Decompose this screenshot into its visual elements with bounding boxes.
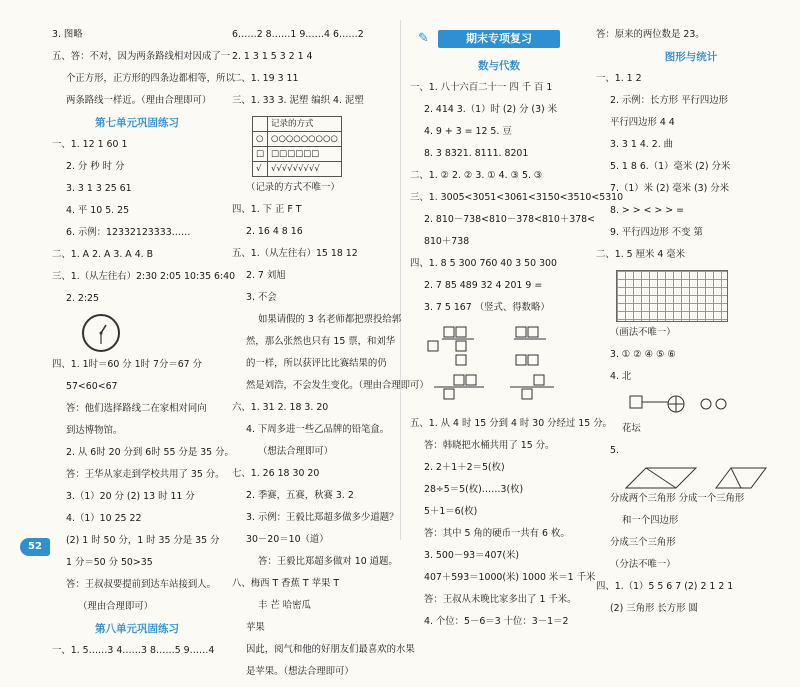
text-line: 答：他们选择路线二在家相对同向 [66, 403, 207, 414]
text-line: 810＋738 [424, 236, 470, 247]
text-line: 二、1. ② 2. ② 3. ① 4. ③ 5. ③ [410, 170, 543, 181]
row-marks: ○○○○○○○○○ [268, 132, 342, 147]
text-line: 4. 个位：5－6＝3 十位：3－1＝2 [424, 616, 569, 627]
text-line: 答：王华从家走到学校共用了 35 分。 [66, 469, 225, 480]
text-line: 9. 平行四边形 不变 第 [610, 227, 703, 238]
text-line: 57<60<67 [66, 381, 118, 392]
unit8-title: 第八单元巩固练习 [95, 623, 179, 635]
text-line: 因此，阅气和他的好朋友们最喜欢的水果 [246, 644, 415, 655]
text-line: （想法合理即可） [258, 446, 334, 457]
column-1 [52, 28, 236, 666]
text-line: 2. 7 刘旭 [246, 270, 286, 281]
table-header: 记录的方式 [268, 117, 342, 132]
text-line: 4. 9 + 3 = 12 5. 豆 [424, 126, 512, 137]
text-line: 花坛 [622, 423, 641, 434]
text-line: 三、1. 33 3. 泥塑 编织 4. 泥塑 [232, 95, 364, 106]
text-line: 四、1. 1时＝60 分 1时 7分＝67 分 [52, 359, 202, 370]
text-line: 五、1. 从 4 时 15 分到 4 时 30 分经过 15 分。 [410, 418, 612, 429]
text-line: 4. 下周多进一些乙品牌的铅笔盒。 [246, 424, 390, 435]
text-line: 四、1. 下 正 F T [232, 204, 302, 215]
text-line: 6. 示例：12332123333…… [66, 227, 191, 238]
text-line: 7.（1）米 (2) 毫米 (3) 分米 [610, 183, 730, 194]
text-line: 答：王叔从未晚比家多出了 1 千米。 [424, 594, 577, 605]
text-line: 3. 图略 [52, 29, 83, 40]
text-line: 平行四边形 4 4 [610, 117, 675, 128]
text-line: 答：其中 5 角的硬币一共有 6 枚。 [424, 528, 570, 539]
row-marks: □□□□□□ [268, 147, 342, 162]
text-line: 二、1. A 2. A 3. A 4. B [52, 249, 154, 260]
text-line: 三、1. 3005<3051<3061<3150<3510<5310 [410, 192, 624, 203]
text-line: 一、1. 八十六百二十一 四 千 百 1 [410, 82, 553, 93]
text-line: 3. 3 1 3 25 61 [66, 183, 132, 194]
row-icon: ○ [253, 132, 268, 147]
text-line: 四、1. 8 5 300 760 40 3 50 300 [410, 258, 557, 269]
text-line: 然，那么张然也只有 15 票，和刘华 [246, 336, 396, 347]
column-4 [596, 28, 786, 624]
row-icon: □ [253, 147, 268, 162]
text-line: 八、梅西 T 香蕉 T 苹果 T [232, 578, 340, 589]
record-table [252, 116, 342, 177]
text-line: 分成三个三角形 [610, 537, 676, 548]
text-line: 是苹果。（想法合理即可） [246, 666, 354, 677]
text-line: 4. 北 [610, 371, 632, 382]
text-line: 2. 810－738<810－378<810＋378< [424, 214, 595, 225]
division-figures [424, 323, 588, 409]
text-line: 2. 季赛，五赛，秋赛 3. 2 [246, 490, 354, 501]
text-line: 2. 2:25 [66, 293, 99, 304]
text-line: 四、1.（1）5 5 6 7 (2) 2 1 2 1 [596, 581, 734, 592]
clock-figure [82, 314, 120, 352]
row-icon: √ [253, 162, 268, 177]
text-line: 2. 从 6时 20 分到 6时 55 分是 35 分。 [66, 447, 234, 458]
text-line: 答：韩晓把水桶共用了 15 分。 [424, 440, 555, 451]
text-line: 30－20＝10（道） [246, 534, 329, 545]
text-line: （分法不唯一） [610, 559, 676, 570]
text-line: 一、1. 1 2 [596, 73, 642, 84]
text-line: 6……2 8……1 9……4 6……2 [232, 29, 364, 40]
text-line: 到达博物馆。 [66, 425, 123, 436]
text-line: 3. 7 5 167 （竖式、得数略） [424, 302, 550, 313]
text-line: 五、答：不对，因为两条路线相对因成了一 [52, 51, 231, 62]
text-line: 苹果 [246, 622, 265, 633]
text-line: 3. 不会 [246, 292, 277, 303]
text-line: 3. 示例：王毅比郑超多做多少道题？ [246, 512, 399, 523]
long-division-icon [424, 323, 574, 409]
text-line: 5. 1 8 6.（1）毫米 (2) 分米 [610, 161, 731, 172]
text-line: 分成两个三角形 分成一个三角形 [610, 493, 745, 504]
text-line: 答：王毅比郑超多做对 10 道题。 [258, 556, 398, 567]
table-row [253, 132, 342, 147]
text-line: 407＋593＝1000(米) 1000 米＝1 千米 [424, 572, 596, 583]
text-line: 3. 500－93＝407(米) [424, 550, 520, 561]
text-line: 丰 芒 哈密瓜 [258, 600, 311, 611]
shapes-figure [616, 466, 786, 492]
text-line: 3.（1）20 分 (2) 13 时 11 分 [66, 491, 195, 502]
text-line: 七、1. 26 18 30 20 [232, 468, 320, 479]
parallelogram-icon [616, 466, 776, 492]
text-line: 5＋1＝6(枚) [424, 506, 478, 517]
text-line: 8. 3 8321. 8111. 8201 [424, 148, 529, 159]
row-marks: √√√√√√√√√ [268, 162, 342, 177]
pen-icon: ✎ [418, 31, 429, 46]
text-line: 3. 3 1 4. 2. 曲 [610, 139, 674, 150]
text-line: 4. 平 10 5. 25 [66, 205, 130, 216]
text-line: 六、1. 31 2. 18 3. 20 [232, 402, 329, 413]
text-line: 4.（1）10 25 22 [66, 513, 142, 524]
text-line: 然是刘浩，不会发生变化。（理由合理即可） [246, 380, 429, 391]
unit7-title: 第七单元巩固练习 [95, 117, 179, 129]
page-number: 52 [20, 538, 50, 556]
text-line: 如果请假的 3 名老师都把票投给郭 [258, 314, 402, 325]
text-line: 个正方形，正方形的四条边都相等，所以 [66, 73, 235, 84]
flower-bed-icon [626, 392, 756, 422]
text-line: 一、1. 5……3 4……3 8……5 9……4 [52, 645, 215, 656]
section-title-geometry: 图形与统计 [664, 51, 718, 63]
table-header-blank [253, 117, 268, 132]
text-line: 2. 分 秒 时 分 [66, 161, 125, 172]
text-line: 两条路线一样近。（理由合理即可） [66, 95, 212, 106]
text-line: 答：王叔叔要提前到达车站接到人。 [66, 579, 217, 590]
text-line: 三、1.（从左往右）2:30 2:05 10:35 6:40 [52, 271, 236, 282]
text-line: 5. [610, 445, 619, 456]
text-line: 3. ① ② ④ ⑤ ⑥ [610, 349, 676, 360]
section-title-algebra: 数与代数 [478, 60, 520, 72]
map-figure [626, 392, 786, 422]
text-line: （画法不唯一） [610, 327, 676, 338]
text-line: 2. 414 3.（1）时 (2) 分 (3) 米 [424, 104, 558, 115]
text-line: 2. 2＋1＋2＝5(枚) [424, 462, 505, 473]
text-line: 一、1. 12 1 60 1 [52, 139, 128, 150]
text-line: 2. 1 3 1 5 3 2 1 4 [232, 51, 313, 62]
review-title: 期末专项复习 [438, 30, 560, 48]
column-2 [232, 28, 429, 687]
text-line: 2. 7 85 489 32 4 201 9 = [424, 280, 543, 291]
text-line: (2) 1 时 50 分，1 时 35 分是 35 分 [66, 535, 220, 546]
text-line: 2. 16 4 8 16 [246, 226, 303, 237]
clock-hands-icon [84, 316, 118, 350]
text-line: 8. > > < > > = [610, 205, 684, 216]
text-line: 二、1. 19 3 11 [232, 73, 299, 84]
text-line: 二、1. 5 厘米 4 毫米 [596, 249, 686, 260]
text-line: （记录的方式不唯一） [246, 182, 340, 193]
text-line: 28÷5＝5(枚)……3(枚) [424, 484, 524, 495]
grid-figure [616, 270, 728, 322]
text-line: 答：原来的两位数是 23。 [596, 29, 705, 40]
text-line: 2. 示例：长方形 平行四边形 [610, 95, 729, 106]
text-line: 的一样，所以获评比比赛结果的仍 [246, 358, 387, 369]
table-row [253, 162, 342, 177]
text-line: （理由合理即可） [78, 601, 154, 612]
text-line: 五、1.（从左往右）15 18 12 [232, 248, 358, 259]
text-line: 1 分＝50 分 50>35 [66, 557, 153, 568]
table-row [253, 147, 342, 162]
text-line: (2) 三角形 长方形 圆 [610, 603, 698, 614]
text-line: 和一个四边形 [622, 515, 679, 526]
